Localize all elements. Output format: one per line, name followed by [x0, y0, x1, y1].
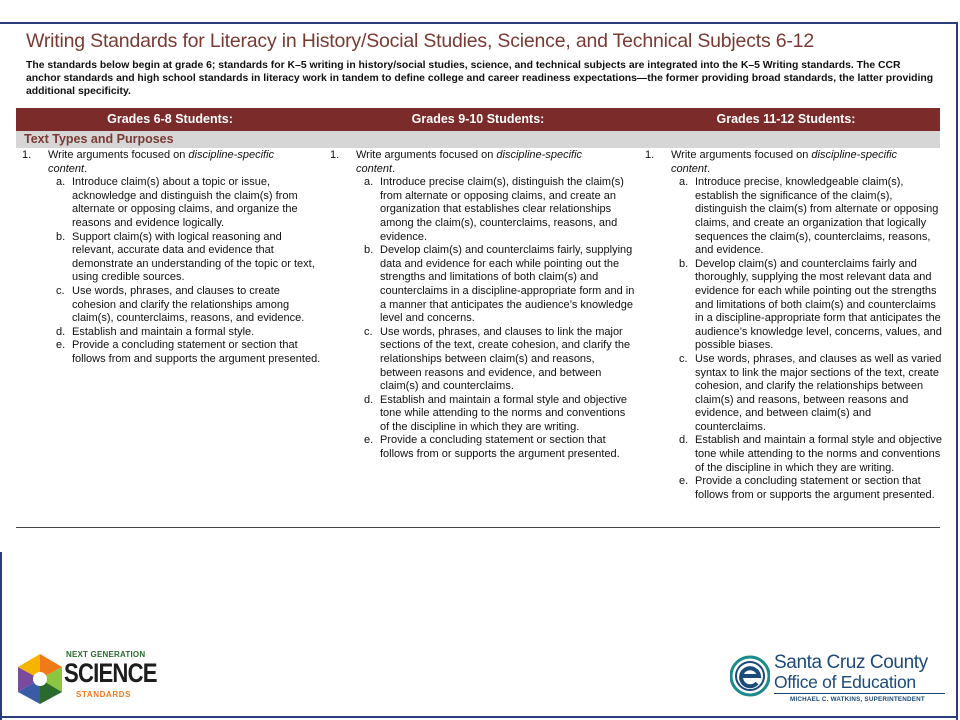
sub-standard-letter: e. [56, 339, 66, 352]
sccoe-logo-superintendent: MICHAEL C. WATKINS, SUPERINTENDENT [790, 696, 925, 703]
sub-standard-text: Introduce precise, knowledgeable claim(s), establish the significance of the claim(s), distinguish the claim(s) from alternate or opposing claims, and create an organization that logically sequences the claim(s), counterclaims, reasons, and evidence. [695, 176, 939, 257]
header-grades-9-10: Grades 9-10 Students: [411, 112, 545, 126]
sccoe-logo-line2: Office of Education [774, 672, 916, 692]
intro-paragraph: The standards below begin at grade 6; standards for K–5 writing in history/social studies, science, and technical subjects are integrated into the K–5 Writing standards. The CCR anchor standards and high school standards in literacy work in tandem to define college and career readiness expectations—the former providing broad standards, the latter providing additional specificity. [26, 60, 934, 97]
ngss-logo [16, 650, 157, 708]
grade-header-bar [16, 108, 940, 131]
sub-standard-text: Introduce claim(s) about a topic or issue, acknowledge and distinguish the claim(s) from alternate or opposing claims, and organize the reasons and evidence logically. [72, 176, 298, 229]
sub-standard-item [671, 353, 945, 435]
standard-number: 1. [22, 149, 32, 161]
sub-standard-text: Develop claim(s) and counterclaims fairly and thoroughly, supplying the most relevant data and evidence for each while pointing out the strengths and limitations of both claim(s) and counterclaims in a discipline-appropriate form that anticipates the audience’s knowledge level, concerns, values, and possible biases. [695, 257, 942, 352]
standard-lead-end: . [707, 162, 711, 175]
sub-standard-text: Support claim(s) with logical reasoning and relevant, accurate data and evidence that demonstrate an understanding of the topic or text, using credible sources. [72, 230, 315, 284]
sub-standard-letter: a. [679, 176, 689, 189]
sub-standard-item [671, 258, 945, 353]
column-grades-6-8 [22, 149, 322, 367]
sub-standard-letter: a. [56, 176, 66, 189]
standard-lead-emphasis-2: content [671, 162, 708, 175]
standard-item [22, 149, 322, 176]
sub-standard-item [48, 339, 322, 366]
standard-lead-text: Write arguments focused on [48, 149, 189, 161]
column-grades-9-10 [330, 149, 635, 462]
sub-standard-item [356, 434, 635, 461]
table-bottom-rule [16, 527, 940, 528]
sub-standard-text: Establish and maintain a formal style. [72, 325, 255, 338]
sub-standard-letter: c. [679, 352, 688, 365]
sccoe-logo-line1: Santa Cruz County [774, 652, 928, 673]
sccoe-logo-divider [774, 693, 945, 694]
sub-standard-item [671, 434, 945, 475]
sub-standard-item [671, 475, 945, 502]
sub-standard-letter: a. [364, 176, 374, 189]
sub-standard-letter: d. [364, 393, 374, 406]
ngss-logo-sub-text: STANDARDS [76, 690, 132, 699]
sub-standard-item [356, 244, 635, 326]
frame-top-border [0, 22, 958, 24]
sccoe-logo [730, 650, 945, 710]
sub-standard-letter: d. [56, 325, 66, 338]
sub-standard-letter: e. [679, 475, 689, 488]
ngss-logo-main-text: SCIENCE [64, 658, 157, 688]
sub-standard-letter: b. [679, 257, 689, 270]
sub-standard-item [356, 326, 635, 394]
page-title: Writing Standards for Literacy in History/Social Studies, Science, and Technical Subjects 6-12 [26, 30, 814, 52]
sub-standard-text: Use words, phrases, and clauses to create cohesion and clarify the relationships among claim(s), counterclaims, reasons, and evidence. [72, 284, 305, 325]
frame-right-border [956, 22, 958, 720]
sub-standard-letter: d. [679, 434, 689, 447]
ngss-logo-icon [16, 652, 64, 706]
sub-standard-text: Establish and maintain a formal style and objective tone while attending to the norms and conventions of the discipline in which they are writing. [380, 393, 628, 433]
standard-lead-emphasis-2: content [48, 162, 85, 175]
sub-standard-letter: b. [56, 230, 66, 243]
standard-item [645, 149, 945, 176]
sub-standard-text: Use words, phrases, and clauses to link the major sections of the text, create cohesion, and clarify the relationships between claim(s) and reasons, between reasons and evidence, and between claim(s) and counterclaims. [380, 325, 631, 393]
standard-lead-emphasis: discipline-specific [811, 149, 898, 161]
standard-lead-emphasis-2: content [356, 162, 393, 175]
header-grades-6-8: Grades 6-8 Students: [107, 112, 233, 126]
standard-lead-text: Write arguments focused on [671, 149, 812, 161]
sub-standard-letter: c. [364, 325, 373, 338]
sub-standard-item [48, 176, 322, 230]
section-heading: Text Types and Purposes [24, 132, 174, 146]
sub-standard-item [48, 285, 322, 326]
ngss-logo-top-text: NEXT GENERATION [66, 650, 146, 659]
sub-standard-text: Provide a concluding statement or section that follows from or supports the argument presented. [695, 475, 935, 501]
standard-lead-end: . [84, 162, 88, 175]
standard-item [330, 149, 635, 176]
sub-standard-letter: e. [364, 434, 374, 447]
sccoe-logo-icon [730, 652, 770, 700]
sub-standard-item [356, 394, 635, 435]
standard-lead-emphasis: discipline-specific [496, 149, 583, 161]
frame-bottom-border [0, 716, 958, 718]
column-grades-11-12 [645, 149, 945, 502]
standard-number: 1. [330, 149, 340, 161]
sub-standard-text: Establish and maintain a formal style and objective tone while attending to the norms and conventions of the discipline in which they are writing. [695, 434, 943, 474]
sub-standard-item [671, 176, 945, 258]
sub-standard-text: Provide a concluding statement or section that follows from and supports the argument presented. [72, 339, 321, 365]
sub-standard-letter: b. [364, 244, 374, 257]
sub-standard-text: Introduce precise claim(s), distinguish the claim(s) from alternate or opposing claims, and create an organization that establishes clear relationships among the claim(s), counterclaims, reasons, and evidence. [380, 176, 624, 243]
standard-lead-end: . [392, 162, 396, 175]
sub-standard-text: Develop claim(s) and counterclaims fairly, supplying data and evidence for each while pointing out the strengths and limitations of both claim(s) and counterclaims in a discipline-appropriate form and in a manner that anticipates the audience’s knowledge level and concerns. [380, 244, 635, 325]
header-grades-11-12: Grades 11-12 Students: [716, 112, 856, 126]
standard-lead-emphasis: discipline-specific [188, 149, 275, 161]
sub-standard-text: Use words, phrases, and clauses as well as varied syntax to link the major sections of the text, create cohesion, and clarify the relationships between claim(s) and reasons, between reasons and evidence, and between claim(s) and counterclaims. [695, 352, 942, 433]
sub-standard-item [48, 231, 322, 285]
frame-left-border [0, 552, 2, 720]
standard-lead-text: Write arguments focused on [356, 149, 497, 161]
sub-standard-text: Provide a concluding statement or section that follows from or supports the argument presented. [380, 434, 620, 461]
section-heading-bar [16, 131, 940, 148]
sub-standard-item [48, 326, 322, 340]
standard-number: 1. [645, 149, 655, 161]
sub-standard-letter: c. [56, 284, 65, 297]
sub-standard-item [356, 176, 635, 244]
